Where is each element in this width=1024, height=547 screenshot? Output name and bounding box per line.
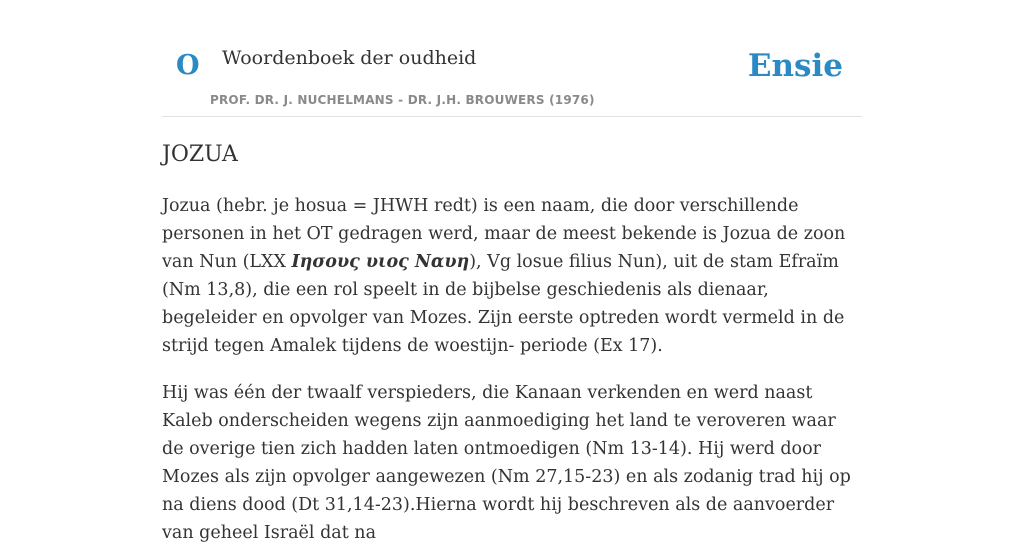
ensie-logo-link[interactable]: Ensie: [747, 48, 843, 84]
article-paragraph-2: Hij was één der twaalf verspieders, die Kanaan verkenden en werd naast Kaleb onderscheiden wegens zijn aanmoediging het land te veroveren waar de overige tien zich hadden laten ontmoedigen (Nm 13-14). Hij werd door Mozes als zijn opvolger aangewezen (Nm 27,15-23) en als zodanig trad hij op na diens dood (Dt 31,14-23).Hierna wordt hij beschreven als de aanvoerder van geheel Israël dat na: [162, 383, 851, 543]
article: [162, 138, 862, 547]
dictionary-header: [162, 40, 862, 117]
paragraph-1-text-end: ), Vg losue filius Nun), uit de stam Efraïm (Nm 13,8), die een rol speelt in de bijbelse geschiedenis als dienaar, begeleider en opvolger van Mozes. Zijn eerste optreden wordt vermeld in de strijd tegen Amalek tijdens de woestijn- periode (Ex 17).: [162, 252, 845, 356]
paragraph-1-text-start: Jozua (hebr. je hosua = JHWH redt) is een naam, die door verschillende personen in het OT gedragen werd, maar de meest bekende is Jozua de zoon van Nun (LXX: [162, 196, 846, 272]
dictionary-title[interactable]: Woordenboek der oudheid: [222, 47, 477, 69]
article-paragraph-1: [162, 192, 862, 360]
article-headword: JOZUA: [162, 142, 238, 167]
dictionary-authors: PROF. DR. J. NUCHELMANS - DR. J.H. BROUWERS (1976): [210, 93, 595, 107]
dictionary-logo-letter[interactable]: O: [176, 50, 200, 81]
greek-name: Ιησους υιος Ναυη: [291, 252, 470, 272]
